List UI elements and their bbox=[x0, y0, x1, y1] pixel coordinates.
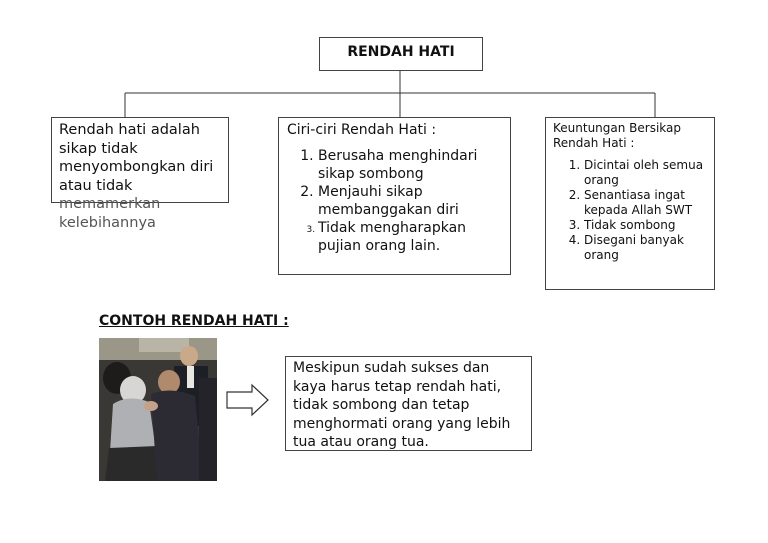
diagram-title: RENDAH HATI bbox=[347, 44, 455, 60]
list-item: 1. Berusaha menghindari sikap sombong bbox=[318, 147, 502, 183]
example-text: Meskipun sudah sukses dan kaya harus tetap rendah hati, tidak sombong dan tetap menghormati orang yang lebih tua atau orang tua. bbox=[293, 360, 511, 450]
keuntungan-box bbox=[545, 117, 715, 290]
ciri-ciri-heading: Ciri-ciri Rendah Hati : bbox=[287, 122, 437, 138]
definition-text: Rendah hati adalah sikap tidak menyombongkan diri atau tidak bbox=[59, 122, 214, 194]
ciri-ciri-list bbox=[287, 147, 502, 255]
example-box bbox=[285, 356, 532, 451]
list-item: 3. Tidak sombong bbox=[584, 218, 707, 233]
example-photo bbox=[99, 338, 217, 481]
ciri-ciri-box bbox=[278, 117, 511, 275]
keuntungan-heading: Keuntungan Bersikap Rendah Hati : bbox=[553, 121, 682, 150]
list-item: 1. Dicintai oleh semua orang bbox=[584, 158, 707, 188]
list-item: 4. Disegani banyak orang bbox=[584, 233, 707, 263]
definition-box bbox=[51, 117, 229, 231]
definition-cut-line: memamerkan kelebihannya bbox=[59, 196, 161, 231]
contoh-heading: CONTOH RENDAH HATI : bbox=[99, 313, 289, 329]
list-item: 3. Tidak mengharapkan pujian orang lain. bbox=[318, 219, 502, 255]
title-box bbox=[319, 37, 483, 71]
right-arrow-icon bbox=[226, 383, 270, 417]
keuntungan-list bbox=[553, 158, 707, 263]
list-item: 2. Senantiasa ingat kepada Allah SWT bbox=[584, 188, 707, 218]
list-item: 2. Menjauhi sikap membanggakan diri bbox=[318, 183, 502, 219]
